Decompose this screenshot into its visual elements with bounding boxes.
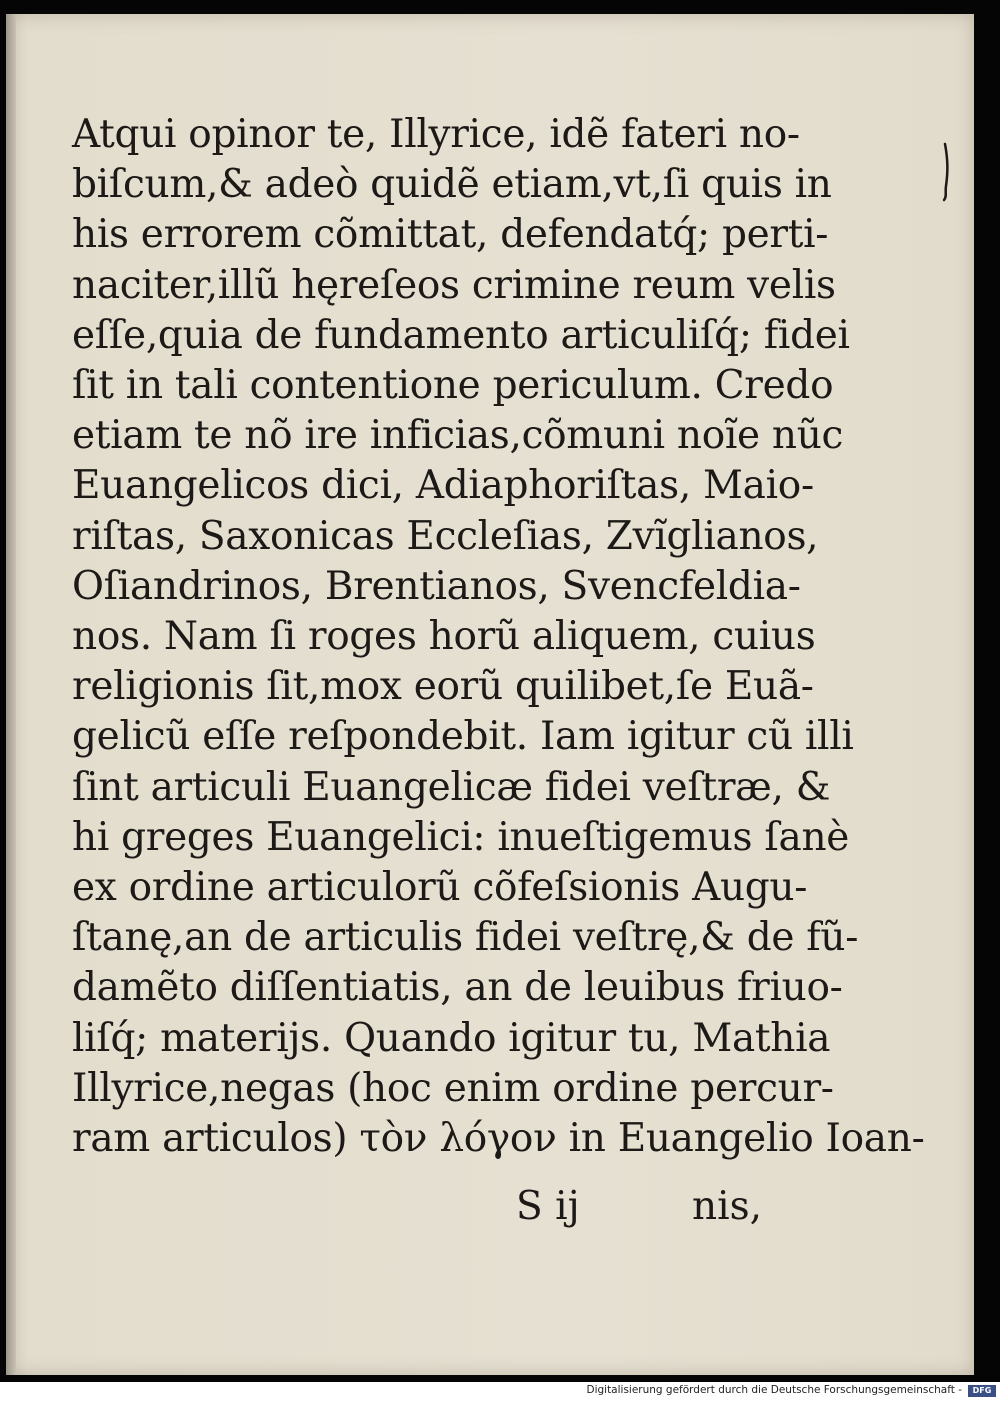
- text-line: riſtas, Saxonicas Eccleſias, Zvĩglianos,: [72, 513, 819, 559]
- text-line: ſit in tali contentione periculum. Credo: [72, 363, 834, 409]
- text-line: biſcum,& adeò quidẽ etiam,vt,ſi quis in: [72, 162, 832, 208]
- body-text: [72, 110, 925, 1164]
- dfg-logo: DFG: [968, 1385, 996, 1397]
- text-line: Oſiandrinos, Brentianos, Svencfeldia-: [72, 563, 801, 609]
- text-line: Euangelicos dici, Adiaphoriſtas, Maio-: [72, 463, 814, 509]
- text-line: ſtanę,an de articulis fidei veſtrę,& de fũ-: [72, 915, 859, 961]
- text-line: eſſe,quia de fundamento articuliſq́; fidei: [72, 312, 850, 358]
- page-gutter: [6, 14, 16, 1375]
- text-line: ram articulos) τὸν λόγον in Euangelio Ioan-: [72, 1116, 925, 1162]
- text-line: Illyrice,negas (hoc enim ordine percur-: [72, 1065, 834, 1111]
- book-page: [6, 14, 974, 1375]
- text-line: damẽto diſſentiatis, an de leuibus friuo-: [72, 965, 843, 1011]
- text-line: liſq́; materijs. Quando igitur tu, Mathia: [72, 1015, 831, 1061]
- text-line: nos. Nam ſi roges horũ aliquem, cuius: [72, 614, 816, 660]
- page-footer-line: [72, 1182, 762, 1232]
- text-line: Atqui opinor te, Illyrice, idẽ fateri no-: [72, 112, 800, 157]
- text-line: naciter,illũ hęreſeos crimine reum velis: [72, 262, 836, 308]
- text-line: gelicũ eſſe reſpondebit. Iam igitur cũ illi: [72, 714, 854, 760]
- digitization-footer: [0, 1382, 1000, 1401]
- funding-notice: Digitalisierung gefördert durch die Deutsche Forschungsgemeinschaft -: [586, 1384, 962, 1396]
- text-line: hi greges Euangelici: inueſtigemus ſanè: [72, 814, 850, 860]
- text-line: religionis ſit,mox eorũ quilibet,ſe Euã-: [72, 664, 814, 710]
- text-line: ſint articuli Euangelicæ fidei veſtræ, &: [72, 764, 831, 810]
- text-line: his errorem cõmittat, defendatq́; perti-: [72, 212, 829, 258]
- catchword: nis,: [691, 1184, 762, 1229]
- margin-bracket-mark: [942, 142, 952, 202]
- text-line: ex ordine articulorũ cõfeſsionis Augu-: [72, 865, 808, 911]
- text-line: etiam te nõ ire inficias,cõmuni noĩe nũc: [72, 413, 844, 459]
- signature-mark: S ij: [516, 1184, 580, 1229]
